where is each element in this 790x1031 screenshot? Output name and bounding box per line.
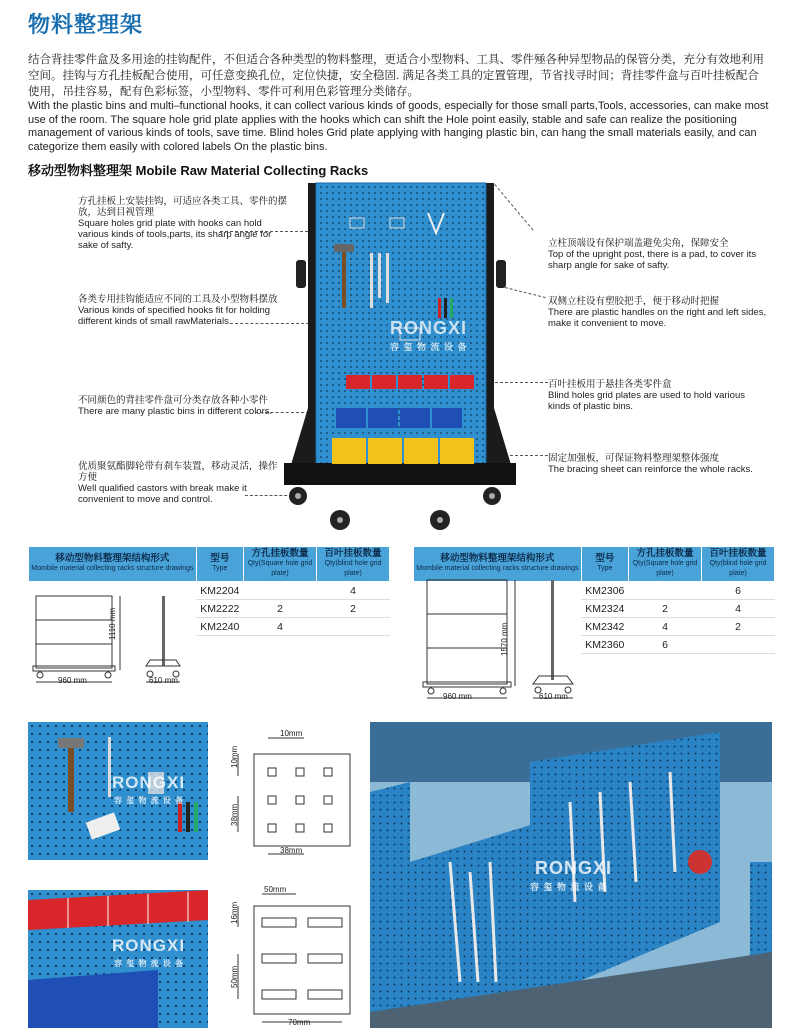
table-row: KM2240 4 [29,618,390,636]
dim-blind-height: 16mm [230,901,239,924]
callout-cn: 优质聚氨酯脚轮带有刹车装置，移动灵活，操作方便 [78,461,278,483]
watermark-brand: RONGXI [390,318,468,338]
callout-en: Blind holes grid plates are used to hold various kinds of plastic bins. [548,390,745,412]
watermark-cn: 容 玺 物 流 设 备 [530,882,608,892]
table-row: KM2324 2 4 [414,600,775,618]
callout-cn: 不同颜色的背挂零件盘可分类存放各种小零件 [78,395,269,406]
dim-blind-width: 50mm [264,885,287,894]
square-hole-diagram [226,728,360,864]
dim-blind-pitch-h: 70mm [288,1018,311,1027]
dim-width: 960 mm [58,676,87,685]
callout-square-hooks [78,196,288,251]
col-structure: 移动型物料整理架结构形式 Mombile material collecting racks structure drawings [29,547,197,582]
col-type: 型号 Type [196,547,243,582]
dim-height: 1570 mm [500,622,509,656]
rack-illustration [270,178,530,533]
dim-blind-pitch-v: 50mm [230,965,239,988]
watermark-brand: RONGXI [112,936,186,955]
dim-square-spacing: 10mm [230,745,239,768]
watermark-cn: 容 玺 物 流 设 备 [114,959,185,968]
callout-en: Well qualified castors with break make it convenient to move and control. [78,483,247,505]
callout-cn: 方孔挂板上安装挂钩，可适应各类工具、零件的摆放，达到目视管理 [78,196,288,218]
callout-plastic-bins [78,395,288,417]
col-square: 方孔挂板数量 Qty(Square hole grid plate) [628,547,701,582]
callout-en: Top of the upright post, there is a pad, to cover its sharp angle for sake of safty. [548,249,757,271]
dim-square-pitch-h: 38mm [280,846,303,855]
watermark-brand: RONGXI [535,858,613,878]
callout-en: There are many plastic bins in different colors. [78,406,273,417]
dim-height: 1110 mm [108,607,117,640]
dim-depth: 610 mm [149,676,178,685]
callout-post-pad [548,238,768,271]
rack-drawing-small [28,590,218,690]
page-title: 物料整理架 [28,12,144,37]
callout-en: The bracing sheet can reinforce the whole racks. [548,464,753,475]
dim-square-pitch-v: 38mm [230,803,239,826]
callout-cn: 百叶挂板用于悬挂各类零件盒 [548,379,672,390]
col-structure: 移动型物料整理架结构形式 Mombile material collecting racks structure drawings [414,547,582,582]
dim-depth: 610 mm [539,692,568,701]
table-row: KM2360 6 [414,636,775,654]
intro-english: With the plastic bins and multi–functional hooks, it can collect various kinds of goods, especially for those small parts,Tools, accessories, can make most use of the room. The square hole grid plate applies with the hooks which can shift the Hole point easily, stable and safe can realize the positioning management of various kinds of tools, save time. Blind holes Grid plate applying with hanging plastic bin, can hang the small materials easily, and can categorize them easily with colored labels On the plastic bins. [28,100,769,153]
callout-en: Square holes grid plate with hooks can hold various kinds of tools,parts, its sharp angle for sake of safty. [78,218,272,251]
callout-castors [78,461,278,505]
callout-handles [548,296,773,329]
section-title: 移动型物料整理架 Mobile Raw Material Collecting Racks [28,163,369,178]
callout-bracing [548,453,768,475]
table-row: KM2342 4 2 [414,618,775,636]
dim-width: 960 mm [443,692,472,701]
callout-en: There are plastic handles on the right and left sides, make it convenient to move. [548,307,767,329]
callout-blind-plates [548,379,768,412]
col-type: 型号 Type [581,547,628,582]
callout-cn: 固定加强板，可保证物料整理架整体强度 [548,453,720,464]
col-square: 方孔挂板数量 Qty(Square hole grid plate) [243,547,316,582]
callout-en: Various kinds of specified hooks fit for holding different kinds of small rawMaterials. [78,305,271,327]
col-blind: 百叶挂板数量 Qty(blind hole grid plate) [702,547,775,582]
blind-hole-diagram [226,882,360,1028]
callout-cn: 双侧立柱设有塑胶把手，便于移动时把握 [548,296,720,307]
watermark-cn: 容 玺 物 流 设 备 [390,342,468,352]
dim-square-hole: 10mm [280,729,303,738]
callout-cn: 立柱顶端设有保护端盖避免尖角，保障安全 [548,238,729,249]
table-row: KM2204 4 [29,582,390,600]
callout-cn: 各类专用挂钩能适应不同的工具及小型物料摆放 [78,294,278,305]
intro-chinese: 结合背挂零件盒及多用途的挂钩配件，不但适合各种类型的物料整理，更适合小型物料、工具、零件殛各种异型物品的保管分类，充分有效地利用空间。挂钩与方孔挂板配合使用，可任意变换孔位，定位快捷，安全稳固. 满足各类工具的定置管理，节省找寻时间；背挂零件盒与百叶挂板配合使用，吊挂容易，配有色彩标签，小型物料、零件可利用色彩管理分类储存。 [28,54,764,98]
table-row: KM2306 6 [414,582,775,600]
watermark-brand: RONGXI [112,773,186,792]
watermark-cn: 容 玺 物 流 设 备 [114,796,185,805]
col-blind: 百叶挂板数量 Qty(blind hole grid plate) [317,547,390,582]
table-row: KM2222 2 2 [29,600,390,618]
